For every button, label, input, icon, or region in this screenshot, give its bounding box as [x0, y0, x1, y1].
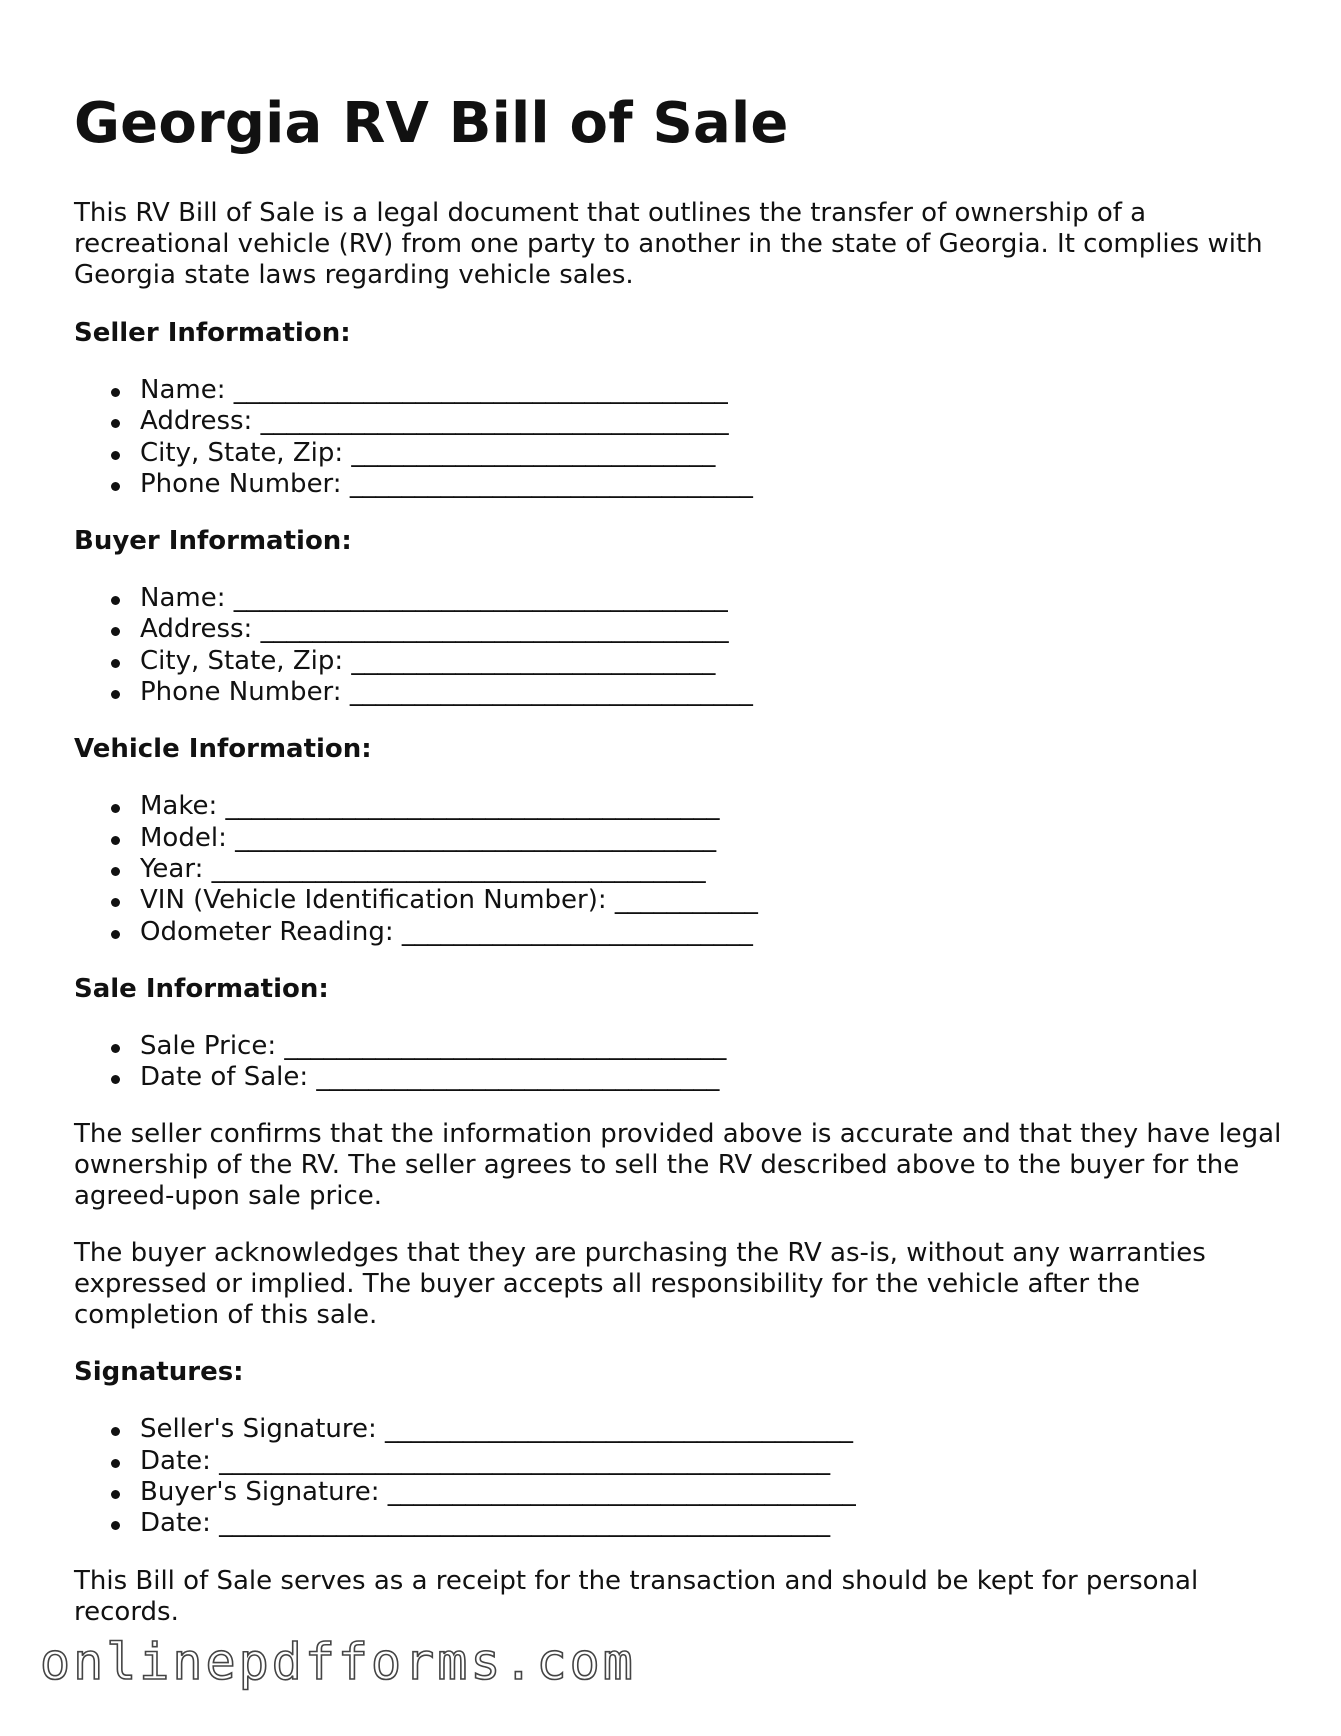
seller-heading: Seller Information:: [74, 318, 351, 348]
seller-address-field[interactable]: Address: ____________________________________: [74, 406, 1284, 437]
document-title: Georgia RV Bill of Sale: [74, 91, 789, 156]
site-watermark: onlinepdfforms.com: [40, 1633, 636, 1691]
closing-paragraph: This Bill of Sale serves as a receipt for the transaction and should be kept for personal records.: [74, 1565, 1199, 1627]
seller-phone-field[interactable]: Phone Number: _______________________________: [74, 469, 1284, 500]
seller-list: [74, 375, 1284, 500]
buyer-name-field[interactable]: Name: ______________________________________: [74, 583, 1284, 614]
sale-date-field[interactable]: Date of Sale: _______________________________: [74, 1062, 1284, 1093]
vehicle-year-field[interactable]: Year: ______________________________________: [74, 854, 1284, 885]
vehicle-heading: Vehicle Information:: [74, 734, 372, 765]
seller-signature-field[interactable]: Seller's Signature: ____________________________________: [74, 1414, 1284, 1445]
vehicle-list: [74, 791, 1284, 947]
as-is-paragraph: The buyer acknowledges that they are purchasing the RV as-is, without any warranties expressed or implied. The buyer accepts all responsibility for the vehicle after the completion of this sale.: [74, 1238, 1206, 1331]
buyer-city-state-zip-field[interactable]: City, State, Zip: ____________________________: [74, 646, 1284, 677]
vehicle-vin-field[interactable]: VIN (Vehicle Identification Number): ___________: [74, 885, 1284, 916]
buyer-signature-date-field[interactable]: Date: _______________________________________________: [74, 1508, 1284, 1539]
vehicle-model-field[interactable]: Model: _____________________________________: [74, 823, 1284, 854]
vehicle-odometer-field[interactable]: Odometer Reading: ___________________________: [74, 917, 1284, 948]
buyer-list: [74, 583, 1284, 708]
document-page: [74, 88, 1284, 1628]
buyer-address-field[interactable]: Address: ____________________________________: [74, 614, 1284, 645]
seller-city-state-zip-field[interactable]: City, State, Zip: ____________________________: [74, 438, 1284, 469]
vehicle-make-field[interactable]: Make: ______________________________________: [74, 791, 1284, 822]
sale-price-field[interactable]: Sale Price: __________________________________: [74, 1031, 1284, 1062]
seller-name-field[interactable]: Name: ______________________________________: [74, 375, 1284, 406]
signatures-heading: Signatures:: [74, 1357, 244, 1388]
seller-confirmation-paragraph: The seller confirms that the information provided above is accurate and that they have legal ownership of the RV. The seller agrees to sell the RV described above to the buyer for the agreed-upon sale price.: [74, 1119, 1282, 1212]
buyer-heading: Buyer Information:: [74, 526, 352, 557]
buyer-signature-field[interactable]: Buyer's Signature: ____________________________________: [74, 1477, 1284, 1508]
seller-signature-date-field[interactable]: Date: _______________________________________________: [74, 1446, 1284, 1477]
buyer-phone-field[interactable]: Phone Number: _______________________________: [74, 677, 1284, 708]
signatures-list: [74, 1414, 1284, 1539]
sale-list: [74, 1031, 1284, 1094]
intro-paragraph: This RV Bill of Sale is a legal document that outlines the transfer of ownership of a recreational vehicle (RV) from one party to another in the state of Georgia. It complies with Georgia state laws regarding vehicle sales.: [74, 198, 1263, 290]
sale-heading: Sale Information:: [74, 973, 329, 1004]
